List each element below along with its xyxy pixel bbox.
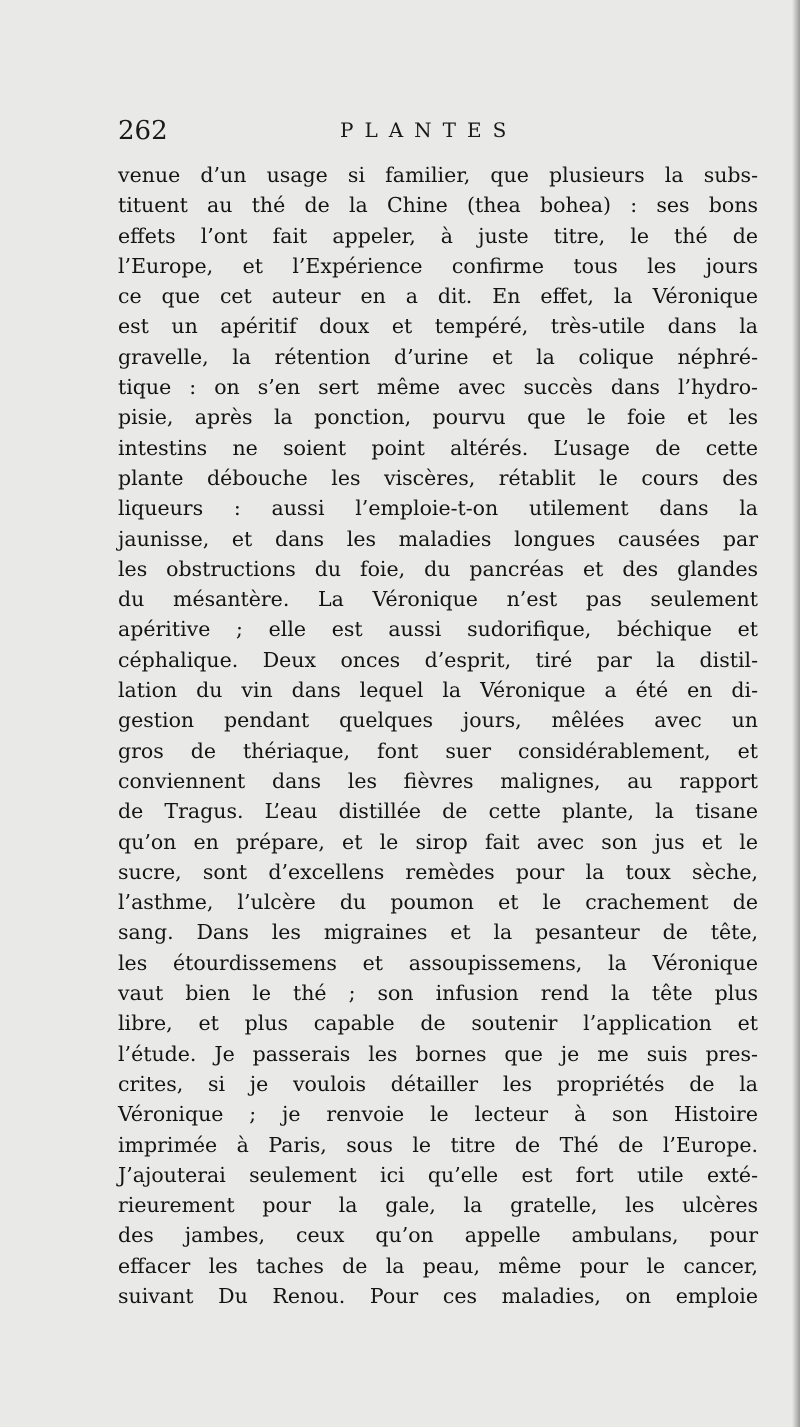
text-line: Véronique ; je renvoie le lecteur à son Histoire xyxy=(118,1102,758,1127)
text-line: intestins ne soient point altérés. L’usage de cette xyxy=(118,435,758,460)
text-line: lation du vin dans lequel la Véronique a été en di- xyxy=(118,678,758,703)
text-line: gros de thériaque, font suer considérablement, et xyxy=(118,738,758,763)
text-line: l’étude. Je passerais les bornes que je me suis pres- xyxy=(118,1041,758,1066)
text-line: ce que cet auteur en a dit. En effet, la Véronique xyxy=(118,284,758,309)
text-line: l’Europe, et l’Expérience confirme tous les jours xyxy=(118,253,758,278)
page-edge-shadow xyxy=(792,0,800,1427)
text-line: liqueurs : aussi l’emploie-t-on utilement dans la xyxy=(118,496,758,521)
text-line: céphalique. Deux onces d’esprit, tiré par la distil- xyxy=(118,647,758,672)
text-line: conviennent dans les fièvres malignes, au rapport xyxy=(118,768,758,793)
running-head: PLANTES xyxy=(340,118,518,142)
text-line: vaut bien le thé ; son infusion rend la tête plus xyxy=(118,981,758,1006)
text-line: tituent au thé de la Chine (thea bohea) : ses bons xyxy=(118,193,758,218)
page-number: 262 xyxy=(118,116,168,146)
page-header xyxy=(118,116,758,152)
text-line: l’asthme, l’ulcère du poumon et le crachement de xyxy=(118,890,758,915)
text-line: imprimée à Paris, sous le titre de Thé de l’Europe. xyxy=(118,1132,758,1157)
text-line: J’ajouterai seulement ici qu’elle est fort utile exté- xyxy=(118,1162,758,1187)
text-line: gestion pendant quelques jours, mêlées avec un xyxy=(118,708,758,733)
text-line: sucre, sont d’excellens remèdes pour la toux sèche, xyxy=(118,859,758,884)
text-line: tique : on s’en sert même avec succès dans l’hydro- xyxy=(118,375,758,400)
text-line: jaunisse, et dans les maladies longues causées par xyxy=(118,526,758,551)
text-line: qu’on en prépare, et le sirop fait avec son jus et le xyxy=(118,829,758,854)
text-line: sang. Dans les migraines et la pesanteur de tête, xyxy=(118,920,758,945)
text-line: effacer les taches de la peau, même pour le cancer, xyxy=(118,1253,758,1278)
text-line: pisie, après la ponction, pourvu que le foie et les xyxy=(118,405,758,430)
text-line: est un apéritif doux et tempéré, très-utile dans la xyxy=(118,314,758,339)
text-line: suivant Du Renou. Pour ces maladies, on emploie xyxy=(118,1283,758,1308)
text-line: gravelle, la rétention d’urine et la colique néphré- xyxy=(118,344,758,369)
text-line: de Tragus. L’eau distillée de cette plante, la tisane xyxy=(118,799,758,824)
text-line: apéritive ; elle est aussi sudorifique, béchique et xyxy=(118,617,758,642)
text-line: des jambes, ceux qu’on appelle ambulans, pour xyxy=(118,1223,758,1248)
text-line: plante débouche les viscères, rétablit le cours des xyxy=(118,465,758,490)
text-line: effets l’ont fait appeler, à juste titre, le thé de xyxy=(118,223,758,248)
text-line: rieurement pour la gale, la gratelle, les ulcères xyxy=(118,1193,758,1218)
body-text xyxy=(118,160,758,1311)
text-line: libre, et plus capable de soutenir l’application et xyxy=(118,1011,758,1036)
text-line: venue d’un usage si familier, que plusieurs la subs- xyxy=(118,163,758,187)
text-line: crites, si je voulois détailler les propriétés de la xyxy=(118,1071,758,1096)
text-line: les obstructions du foie, du pancréas et des glandes xyxy=(118,556,758,581)
text-line: du mésantère. La Véronique n’est pas seulement xyxy=(118,587,758,612)
text-line: les étourdissemens et assoupissemens, la Véronique xyxy=(118,950,758,975)
